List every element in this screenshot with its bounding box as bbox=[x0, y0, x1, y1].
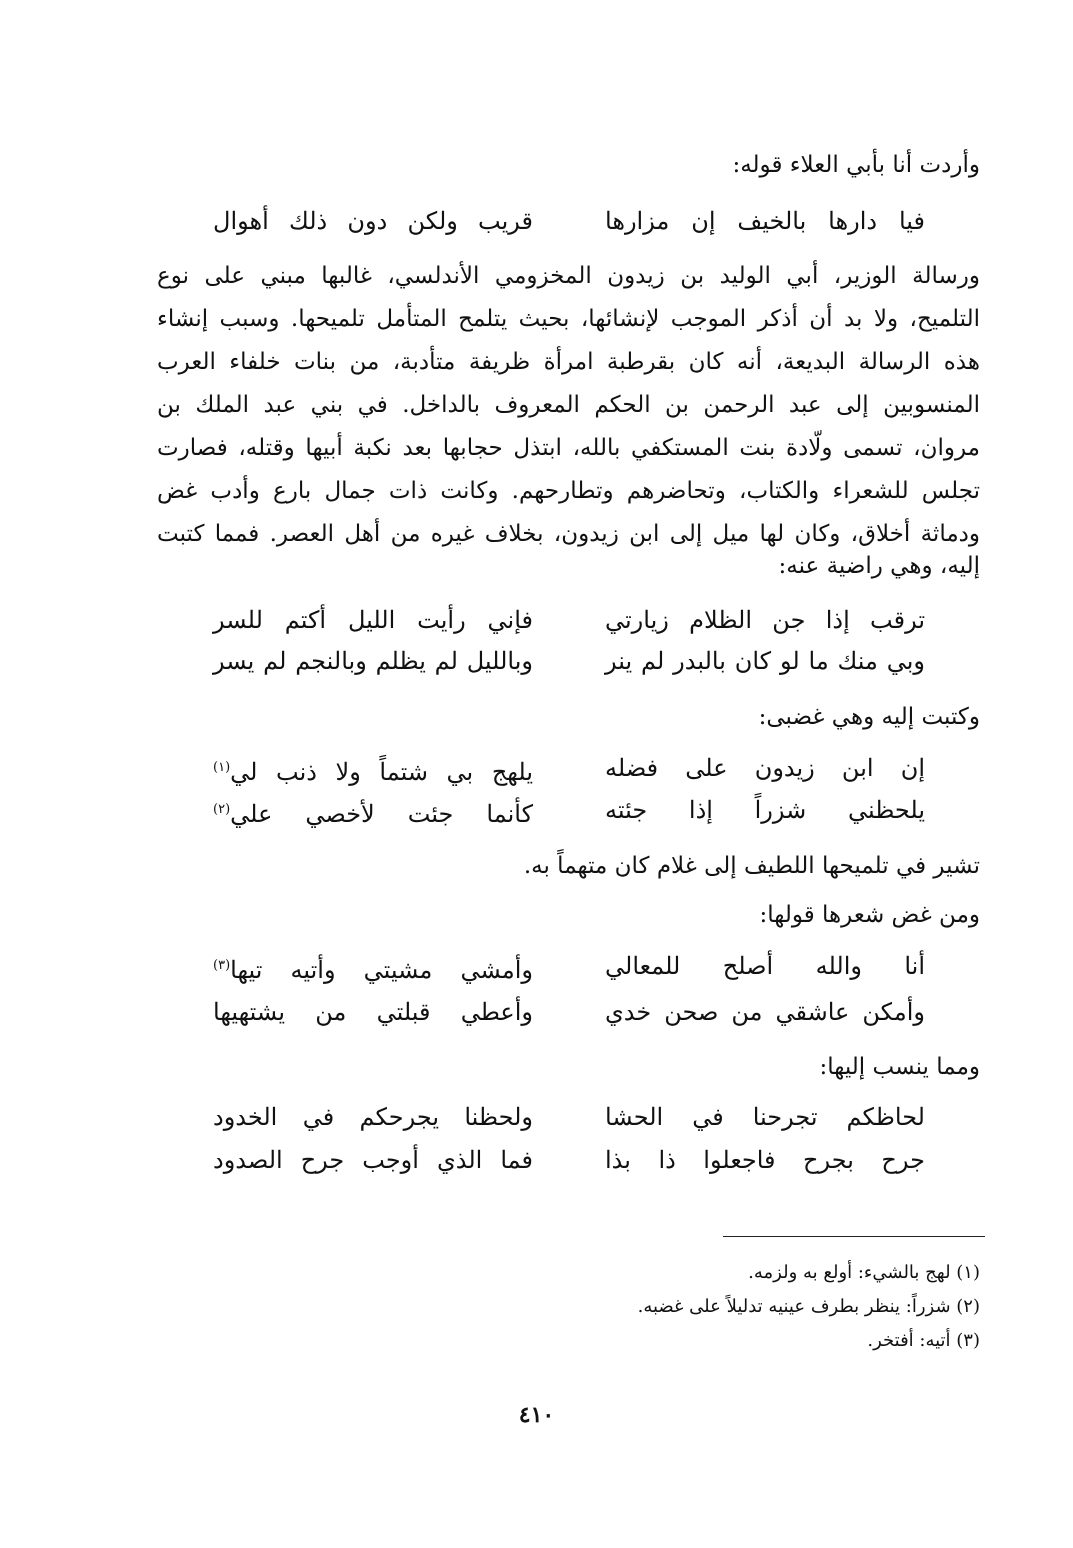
paragraph-line: تجلس للشعراء والكتاب، وتحاضرهم وتطارحهم. وكانت ذات جمال بارع وأدب غض bbox=[157, 478, 980, 504]
verse-second-hemistich: فما الذي أوجب جرح الصدود bbox=[213, 1146, 533, 1174]
verse-first-hemistich: لحاظكم تجرحنا في الحشا bbox=[605, 1103, 925, 1131]
paragraph-line: هذه الرسالة البديعة، أنه كان بقرطبة امرأة ظريفة متأدبة، من بنات خلفاء العرب bbox=[157, 349, 980, 375]
verse-first-hemistich: جرح بجرح فاجعلوا ذا بذا bbox=[605, 1146, 925, 1174]
verse-attributed-1 bbox=[0, 1097, 1073, 1137]
verse-content-1 bbox=[0, 600, 1073, 640]
verse-first-hemistich: وأمكن عاشقي من صحن خدي bbox=[605, 998, 925, 1026]
verse-first-hemistich: أنا والله أصلح للمعالي bbox=[605, 952, 925, 980]
footnote-2: (٢) شزراً: ينظر بطرف عينيه تدليلاً على غضبه. bbox=[637, 1296, 980, 1317]
page-number: ٤١٠ bbox=[518, 1402, 555, 1428]
verse-second-hemistich: فإني رأيت الليل أكتم للسر bbox=[213, 606, 533, 634]
paragraph-line: ودماثة أخلاق، وكان لها ميل إلى ابن زيدون، بخلاف غيره من أهل العصر. فمما كتبت bbox=[157, 521, 980, 547]
verse-content-2 bbox=[0, 641, 1073, 681]
verse-second-hemistich: ولحظنا يجرحكم في الخدود bbox=[213, 1103, 533, 1131]
verse-poetry-1 bbox=[0, 946, 1073, 986]
paragraph-line: مروان، تسمى ولّادة بنت المستكفي بالله، ابتذل حجابها بعد نكبة أبيها وقتله، فصارت bbox=[157, 435, 980, 461]
verse-attributed-2 bbox=[0, 1140, 1073, 1180]
verse-first-hemistich: إن ابن زيدون على فضله bbox=[605, 754, 925, 782]
footnote-3: (٣) أتيه: أفتخر. bbox=[867, 1330, 980, 1351]
paragraph-line: التلميح، ولا بد أن أذكر الموجب لإنشائها، بحيث يتلمح المتأمل تلميحها. وسبب إنشاء bbox=[157, 306, 980, 332]
verse-text: وأمشي مشيتي وأتيه تيها bbox=[230, 956, 533, 984]
verse-text: كأنما جئت لأخصي علي bbox=[230, 800, 533, 828]
verse-first-hemistich: ترقب إذا جن الظلام زيارتي bbox=[605, 606, 925, 634]
footnote-1: (١) لهج بالشيء: أولع به ولزمه. bbox=[748, 1262, 980, 1283]
verse-poetry-2 bbox=[0, 992, 1073, 1032]
verse-second-hemistich: وأعطي قبلتي من يشتهيها bbox=[213, 998, 533, 1026]
verse-first-hemistich: وبي منك ما لو كان بالبدر لم ينر bbox=[605, 647, 925, 675]
footnote-reference: (٢) bbox=[213, 802, 231, 817]
verse-second-hemistich bbox=[213, 790, 533, 834]
verse-first-hemistich: يلحظني شزراً إذا جئته bbox=[605, 796, 925, 824]
verse-second-hemistich bbox=[213, 748, 533, 792]
verse-angry-1 bbox=[0, 748, 1073, 788]
paragraph-line: إليه، وهي راضية عنه: bbox=[778, 553, 980, 579]
paragraph-line: المنسوبين إلى عبد الرحمن بن الحكم المعروف بالداخل. في بني عبد الملك بن bbox=[157, 392, 980, 418]
paragraph-line: ورسالة الوزير، أبي الوليد بن زيدون المخزومي الأندلسي، غالبها مبني على نوع bbox=[157, 263, 980, 289]
verse-second-hemistich: قريب ولكن دون ذلك أهوال bbox=[213, 207, 533, 235]
footnote-separator bbox=[723, 1236, 985, 1237]
verse-second-hemistich bbox=[213, 946, 533, 990]
allusion-line: تشير في تلميحها اللطيف إلى غلام كان متهماً به. bbox=[523, 853, 980, 879]
angry-intro: وكتبت إليه وهي غضبى: bbox=[758, 704, 980, 730]
attributed-intro: ومما ينسب إليها: bbox=[819, 1054, 980, 1080]
opening-verse bbox=[0, 201, 1073, 241]
verse-first-hemistich: فيا دارها بالخيف إن مزارها bbox=[605, 207, 925, 235]
poetry-intro: ومن غض شعرها قولها: bbox=[759, 902, 980, 928]
intro-line: وأردت أنا بأبي العلاء قوله: bbox=[732, 152, 980, 178]
verse-angry-2 bbox=[0, 790, 1073, 830]
footnote-reference: (١) bbox=[213, 760, 231, 775]
verse-text: يلهج بي شتماً ولا ذنب لي bbox=[230, 758, 533, 786]
verse-second-hemistich: وبالليل لم يظلم وبالنجم لم يسر bbox=[213, 647, 533, 675]
footnote-reference: (٣) bbox=[213, 958, 231, 973]
